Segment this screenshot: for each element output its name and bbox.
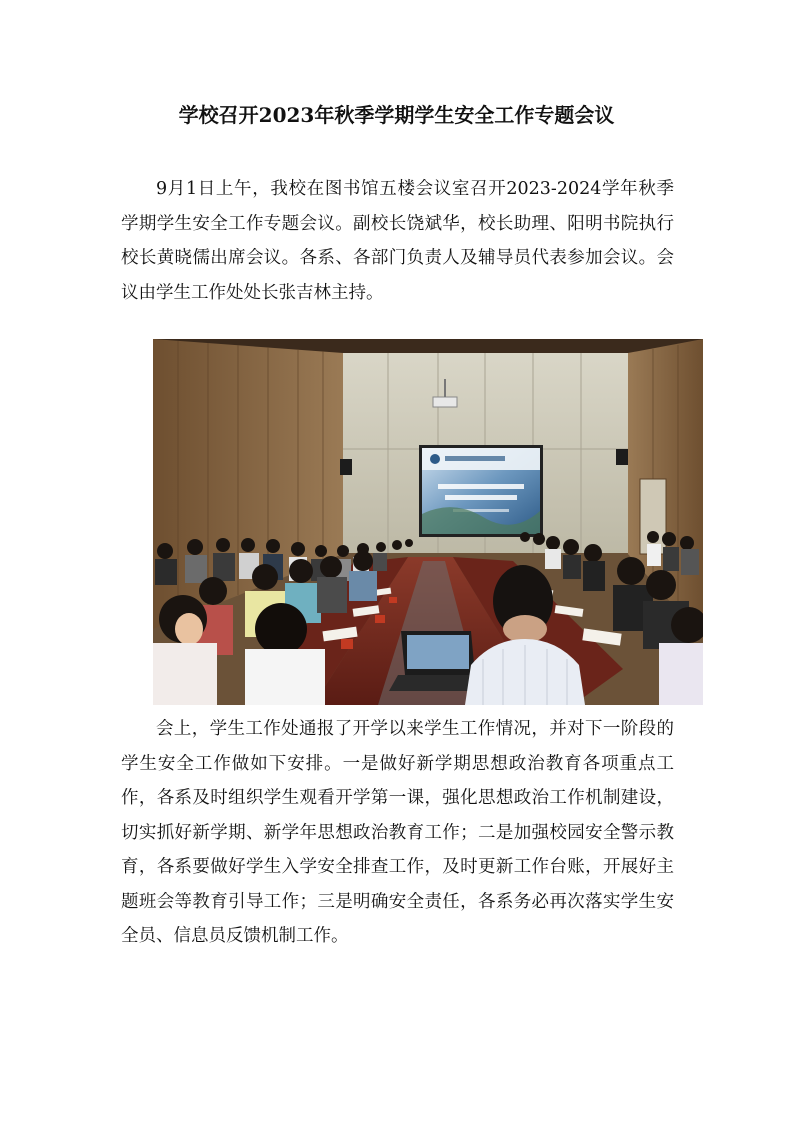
paragraph-arrangements: 会上，学生工作处通报了开学以来学生工作情况，并对下一阶段的学生安全工作做如下安排。一是做好新学期思想政治教育各项重点工作，各系及时组织学生观看开学第一课，强化思想政治工作机制建设，切实抓好新学期、新学年思想政治教育工作；二是加强校园安全警示教育，各系要做好学生入学安全排查工作，及时更新工作台账，开展好主题班会等教育引导工作；三是明确安全责任，各系务必再次落实学生安全员、信息员反馈机制工作。: [121, 719, 674, 946]
article-title: 学校召开2023年秋季学期学生安全工作专题会议: [178, 103, 615, 127]
meeting-photo-illustration: [153, 339, 703, 705]
meeting-photo: [153, 339, 703, 705]
paragraph-intro: 9月1日上午，我校在图书馆五楼会议室召开2023-2024学年秋季学期学生安全工作专题会议。副校长饶斌华，校长助理、阳明书院执行校长黄晓儒出席会议。各系、各部门负责人及辅导员代表参加会议。会议由学生工作处处长张吉林主持。: [121, 179, 674, 303]
